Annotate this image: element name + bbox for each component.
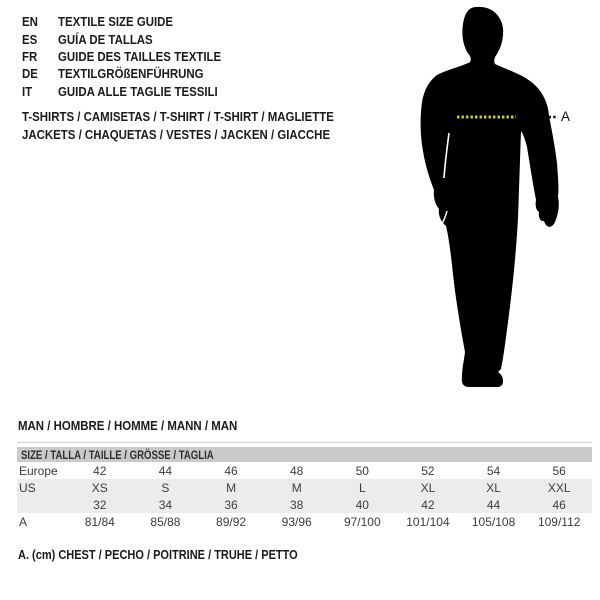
size-cell: 97/100 — [343, 514, 381, 529]
figure-area — [400, 0, 600, 400]
table-row-us-numeric — [17, 496, 592, 513]
size-cell: 40 — [330, 496, 396, 513]
size-cell: 56 — [552, 463, 566, 478]
size-cell: 109/112 — [537, 514, 581, 529]
language-row-fr — [22, 48, 243, 65]
garment-categories — [22, 108, 376, 143]
measure-label-a: A — [561, 109, 571, 124]
size-cell: 81/84 — [84, 514, 115, 529]
size-cell: L — [330, 479, 396, 496]
man-silhouette — [400, 0, 600, 400]
size-table — [17, 447, 592, 530]
size-cell: 42 — [395, 496, 461, 513]
measurement-footnote-text: A. (cm) CHEST / PECHO / POITRINE / TRUHE / PETTO — [18, 548, 298, 562]
size-cell: 105/108 — [471, 514, 516, 529]
size-cell: 93/96 — [281, 514, 312, 529]
section-heading-man — [18, 418, 267, 433]
row-label: US — [17, 479, 67, 496]
row-label: Europe — [19, 463, 58, 478]
language-code: ES — [22, 31, 38, 47]
size-cell: 32 — [67, 496, 133, 513]
table-row-chest-a — [17, 513, 592, 530]
size-cell: M — [264, 479, 330, 496]
size-cell: 44 — [158, 463, 173, 478]
size-cell: 42 — [93, 463, 107, 478]
size-cell: XL — [395, 479, 461, 496]
man-silhouette-shape — [421, 7, 559, 387]
language-label: GUIDE DES TAILLES TEXTILE — [58, 48, 222, 64]
language-label: GUÍA DE TALLAS — [58, 31, 153, 47]
table-row-europe — [17, 462, 592, 479]
language-label: TEXTILE SIZE GUIDE — [58, 14, 174, 30]
table-row-us — [17, 479, 592, 496]
measurement-footnote — [18, 548, 336, 562]
language-list — [22, 13, 243, 100]
language-code: IT — [22, 83, 33, 99]
size-cell: 89/92 — [216, 514, 247, 529]
language-code: FR — [22, 48, 38, 64]
section-heading-text: MAN / HOMBRE / HOMME / MANN / MAN — [18, 418, 238, 433]
size-cell: M — [198, 479, 264, 496]
size-cell: 44 — [461, 496, 527, 513]
size-cell: XL — [461, 479, 527, 496]
language-row-es — [22, 30, 243, 47]
language-row-en — [22, 13, 243, 30]
size-cell: 85/88 — [150, 514, 181, 529]
size-cell: 101/104 — [406, 514, 450, 529]
size-cell: XXL — [526, 479, 592, 496]
language-code: DE — [22, 66, 38, 82]
size-table-header-row — [17, 447, 592, 462]
language-row-de — [22, 65, 243, 82]
language-label: GUIDA ALLE TAGLIE TESSILI — [58, 83, 218, 99]
language-row-it — [22, 83, 243, 100]
table-top-divider — [17, 442, 592, 443]
category-line-tshirts: T-SHIRTS / CAMISETAS / T-SHIRT / T-SHIRT / MAGLIETTE — [22, 109, 334, 124]
row-label: A — [19, 514, 28, 529]
size-cell: 46 — [526, 496, 592, 513]
size-table-header-text: SIZE / TALLA / TAILLE / GRÖSSE / TAGLIA — [21, 447, 214, 462]
category-line-jackets: JACKETS / CHAQUETAS / VESTES / JACKEN / GIACCHE — [22, 126, 331, 142]
language-code: EN — [22, 14, 38, 30]
size-cell: 48 — [290, 463, 304, 478]
size-cell: 34 — [133, 496, 199, 513]
size-cell: 46 — [224, 463, 238, 478]
size-cell: 38 — [264, 496, 330, 513]
size-cell: S — [133, 479, 199, 496]
size-table-header — [17, 447, 592, 462]
language-label: TEXTILGRÖßENFÜHRUNG — [58, 66, 204, 82]
size-cell: 52 — [421, 463, 435, 478]
size-cell: 54 — [486, 463, 501, 478]
size-cell: XS — [67, 479, 133, 496]
row-label — [17, 496, 67, 513]
size-cell: 36 — [198, 496, 264, 513]
size-cell: 50 — [355, 463, 369, 478]
